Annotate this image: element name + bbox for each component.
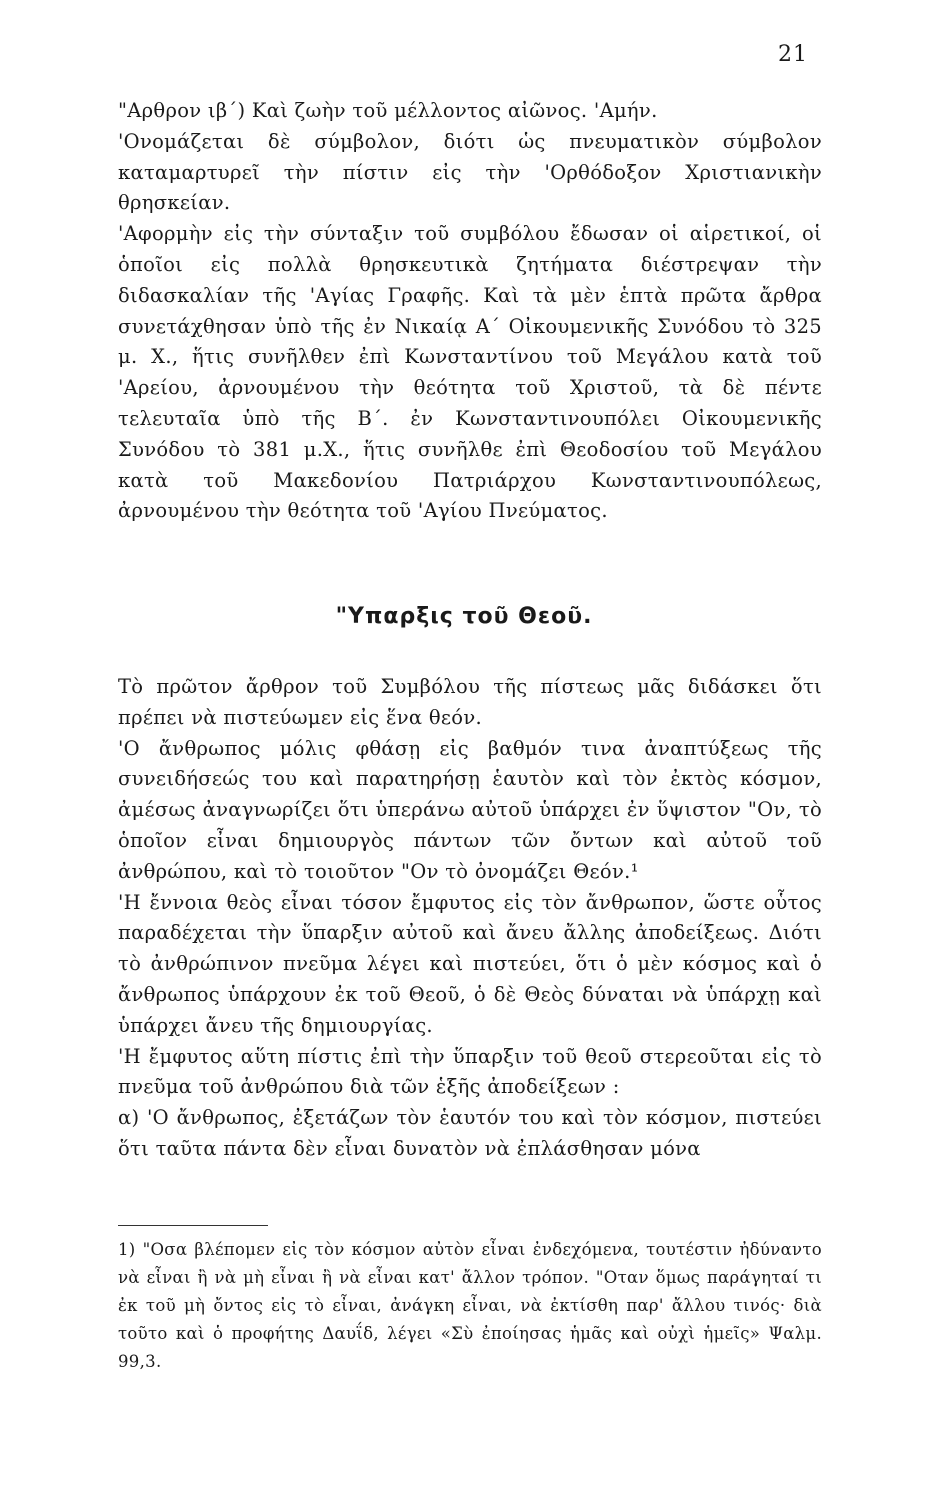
- footnote-text: 1) "Οσα βλέπομεν εἰς τὸν κόσμον αὐτὸν εἶναι ἐνδεχόμενα, τουτέστιν ἠδύναντο νὰ εἶναι ἢ νὰ μὴ εἶναι ἢ νὰ εἶναι κατ' ἄλλον τρόπον. "Οταν ὅμως παράγηταί τι ἐκ τοῦ μὴ ὄντος εἰς τὸ εἶναι, ἀνάγκη εἶναι, νὰ ἐκτίσθη παρ' ἄλλου τινός· διὰ τοῦτο καὶ ὁ προφήτης Δαυΐδ, λέγει «Σὺ ἐποίησας ἡμᾶς καὶ οὐχὶ ἡμεῖς» Ψαλμ. 99,3.: [118, 1240, 822, 1371]
- paragraph-innate-notion: 'Η ἔννοια θεὸς εἶναι τόσον ἔμφυτος εἰς τὸν ἄνθρωπον, ὥστε οὗτος παραδέχεται τὴν ὕπαρξιν αὐτοῦ καὶ ἄνευ ἄλλης ἀποδείξεως. Διότι τὸ ἀνθρώπινον πνεῦμα λέγει καὶ πιστεύει, ὅτι ὁ μὲν κόσμος καὶ ὁ ἄνθρωπος ὑπάρχουν ἐκ τοῦ Θεοῦ, ὁ δὲ Θεὸς δύναται νὰ ὑπάρχῃ καὶ ὑπάρχει ἄνευ τῆς δημιουργίας.: [118, 890, 822, 1037]
- page-number: 21: [778, 42, 808, 67]
- paragraph-human-recognizes: 'Ο ἄνθρωπος μόλις φθάσῃ εἰς βαθμόν τινα ἀναπτύξεως τῆς συνειδήσεώς του καὶ παρατηρήσῃ ἑαυτὸν καὶ τὸν ἐκτὸς κόσμον, ἀμέσως ἀναγνωρίζει ὅτι ὑπεράνω αὐτοῦ ὑπάρχει ἐν ὕψιστον "Ον, τὸ ὁποῖον εἶναι δημιουργὸς πάντων τῶν ὄντων καὶ αὐτοῦ τοῦ ἀνθρώπου, καὶ τὸ τοιοῦτον "Ον τὸ ὀνομάζει Θεόν.¹: [118, 736, 822, 883]
- section-heading: "Υπαρξις τοῦ Θεοῦ.: [335, 604, 593, 629]
- footnote: [118, 1236, 822, 1376]
- paragraph-proofs-intro: 'Η ἔμφυτος αὕτη πίστις ἐπὶ τὴν ὕπαρξιν τοῦ θεοῦ στερεοῦται εἰς τὸ πνεῦμα τοῦ ἀνθρώπου διὰ τῶν ἑξῆς ἀποδείξεων :: [118, 1044, 822, 1099]
- paragraph-symbol-history: 'Αφορμὴν εἰς τὴν σύνταξιν τοῦ συμβόλου ἔδωσαν οἱ αἱρετικοί, οἱ ὁποῖοι εἰς πολλὰ θρησκευτικὰ ζητήματα διέστρεψαν τὴν διδασκαλίαν τῆς 'Αγίας Γραφῆς. Καὶ τὰ μὲν ἑπτὰ πρῶτα ἄρθρα συνετάχθησαν ὑπὸ τῆς ἐν Νικαίᾳ Α΄ Οἰκουμενικῆς Συνόδου τὸ 325 μ. Χ., ἥτις συνῆλθεν ἐπὶ Κωνσταντίνου τοῦ Μεγάλου κατὰ τοῦ 'Αρείου, ἀρνουμένου τὴν θεότητα τοῦ Χριστοῦ, τὰ δὲ πέντε τελευταῖα ὑπὸ τῆς Β΄. ἐν Κωνσταντινουπόλει Οἰκουμενικῆς Συνόδου τὸ 381 μ.Χ., ἥτις συνῆλθε ἐπὶ Θεοδοσίου τοῦ Μεγάλου κατὰ τοῦ Μακεδονίου Πατριάρχου Κωνσταντινουπόλεως, ἀρνουμένου τὴν θεότητα τοῦ 'Αγίου Πνεύματος.: [118, 222, 822, 523]
- top-text-block: [118, 96, 822, 527]
- paragraph-proof-a: α) 'Ο ἄνθρωπος, ἐξετάζων τὸν ἑαυτόν του καὶ τὸν κόσμον, πιστεύει ὅτι ταῦτα πάντα δὲν εἶναι δυνατὸν νὰ ἐπλάσθησαν μόνα: [118, 1106, 822, 1160]
- paragraph-creed-article-12: "Αρθρον ιβ΄) Καὶ ζωὴν τοῦ μέλλοντος αἰῶνος. 'Αμήν.: [118, 99, 658, 122]
- lower-text-block: [118, 672, 822, 1165]
- paragraph-symbol-name: 'Ονομάζεται δὲ σύμβολον, διότι ὡς πνευματικὸν σύμβολον καταμαρτυρεῖ τὴν πίστιν εἰς τὴν 'Ορθόδοξον Χριστιανικὴν θρησκείαν.: [118, 129, 822, 215]
- paragraph-first-article: Τὸ πρῶτον ἄρθρον τοῦ Συμβόλου τῆς πίστεως μᾶς διδάσκει ὅτι πρέπει νὰ πιστεύωμεν εἰς ἕνα θεόν.: [118, 675, 822, 729]
- footnote-divider: [118, 1225, 268, 1226]
